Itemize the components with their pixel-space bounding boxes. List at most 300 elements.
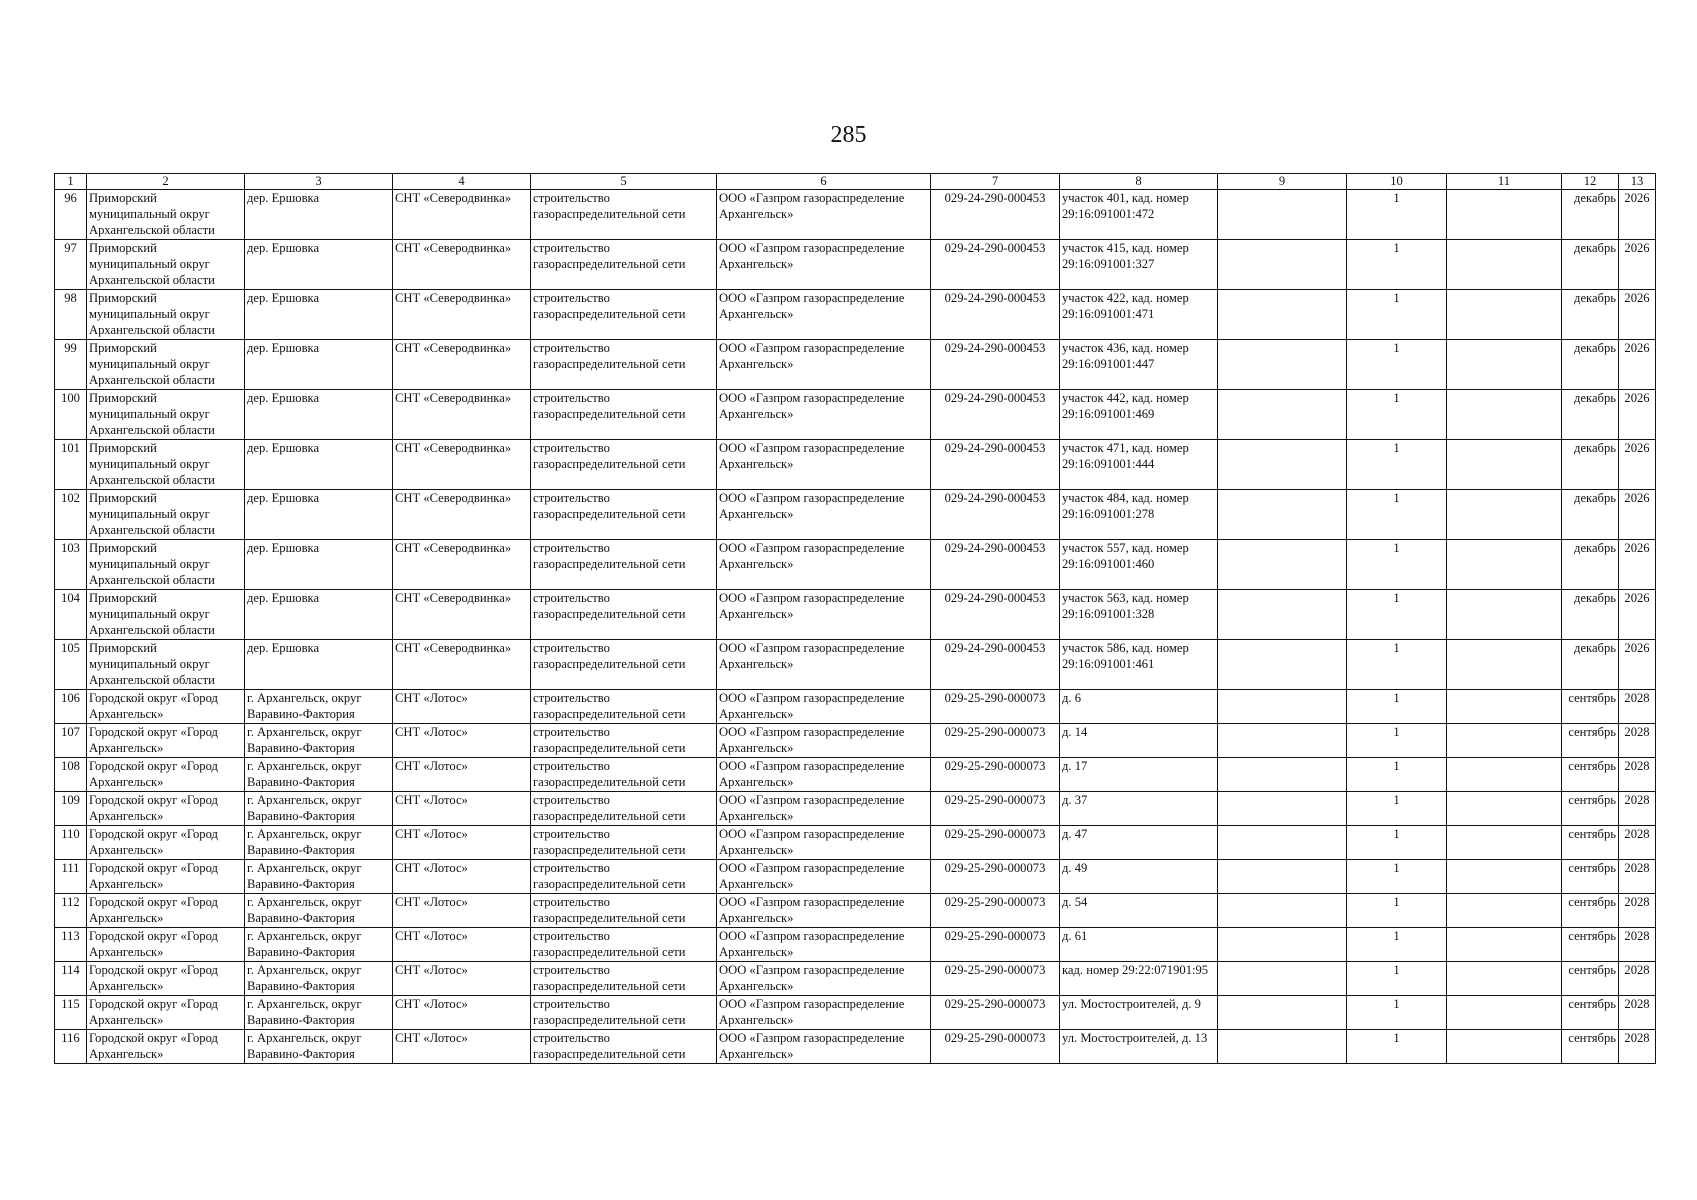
table-row [55,190,1656,240]
cell-organization: ООО «Газпром газораспределение Архангельск» [717,758,931,792]
cell-settlement: дер. Ершовка [245,590,393,640]
cell-municipality: Приморский муниципальный округ Архангельской области [87,490,245,540]
column-header-2: 2 [87,174,245,190]
cell-col-11 [1447,390,1562,440]
cell-col-11 [1447,190,1562,240]
cell-work-type: строительство газораспределительной сети [531,860,717,894]
cell-row-number: 105 [55,640,87,690]
cell-municipality: Приморский муниципальный округ Архангельской области [87,540,245,590]
cell-settlement: г. Архангельск, округ Варавино-Фактория [245,826,393,860]
cell-registration-number: 029-25-290-000073 [931,1030,1060,1064]
register-table [54,173,1656,1064]
cell-year: 2028 [1619,860,1656,894]
cell-address: участок 563, кад. номер 29:16:091001:328 [1060,590,1218,640]
cell-month: декабрь [1562,190,1619,240]
cell-organization: ООО «Газпром газораспределение Архангельск» [717,724,931,758]
cell-month: сентябрь [1562,996,1619,1030]
cell-organization: ООО «Газпром газораспределение Архангельск» [717,996,931,1030]
cell-settlement: г. Архангельск, округ Варавино-Фактория [245,928,393,962]
cell-year: 2028 [1619,724,1656,758]
cell-settlement: г. Архангельск, округ Варавино-Фактория [245,792,393,826]
cell-year: 2028 [1619,962,1656,996]
cell-month: декабрь [1562,540,1619,590]
cell-object-name: СНТ «Лотос» [393,860,531,894]
cell-month: декабрь [1562,390,1619,440]
cell-settlement: г. Архангельск, округ Варавино-Фактория [245,996,393,1030]
cell-municipality: Приморский муниципальный округ Архангельской области [87,640,245,690]
cell-month: сентябрь [1562,724,1619,758]
cell-registration-number: 029-24-290-000453 [931,190,1060,240]
cell-quantity: 1 [1347,894,1447,928]
cell-year: 2026 [1619,540,1656,590]
cell-row-number: 111 [55,860,87,894]
cell-address: участок 586, кад. номер 29:16:091001:461 [1060,640,1218,690]
cell-work-type: строительство газораспределительной сети [531,190,717,240]
cell-col-9 [1218,894,1347,928]
cell-address: д. 6 [1060,690,1218,724]
cell-organization: ООО «Газпром газораспределение Архангельск» [717,640,931,690]
table-row [55,996,1656,1030]
cell-year: 2028 [1619,928,1656,962]
cell-month: сентябрь [1562,962,1619,996]
cell-col-11 [1447,894,1562,928]
cell-registration-number: 029-25-290-000073 [931,758,1060,792]
cell-registration-number: 029-24-290-000453 [931,640,1060,690]
cell-object-name: СНТ «Лотос» [393,724,531,758]
cell-row-number: 104 [55,590,87,640]
cell-col-11 [1447,590,1562,640]
cell-municipality: Приморский муниципальный округ Архангельской области [87,290,245,340]
cell-quantity: 1 [1347,962,1447,996]
cell-col-9 [1218,190,1347,240]
cell-year: 2028 [1619,758,1656,792]
cell-col-11 [1447,690,1562,724]
cell-object-name: СНТ «Лотос» [393,962,531,996]
cell-settlement: г. Архангельск, округ Варавино-Фактория [245,962,393,996]
cell-row-number: 112 [55,894,87,928]
cell-address: д. 49 [1060,860,1218,894]
cell-address: участок 415, кад. номер 29:16:091001:327 [1060,240,1218,290]
cell-col-11 [1447,240,1562,290]
cell-registration-number: 029-24-290-000453 [931,240,1060,290]
cell-month: декабрь [1562,440,1619,490]
column-header-8: 8 [1060,174,1218,190]
table-body [55,190,1656,1064]
cell-col-11 [1447,928,1562,962]
cell-row-number: 107 [55,724,87,758]
cell-object-name: СНТ «Северодвинка» [393,490,531,540]
cell-row-number: 116 [55,1030,87,1064]
cell-object-name: СНТ «Северодвинка» [393,640,531,690]
cell-object-name: СНТ «Лотос» [393,826,531,860]
cell-settlement: г. Архангельск, округ Варавино-Фактория [245,690,393,724]
table-row [55,240,1656,290]
cell-month: сентябрь [1562,826,1619,860]
cell-col-11 [1447,490,1562,540]
table-row [55,590,1656,640]
cell-col-11 [1447,792,1562,826]
cell-row-number: 100 [55,390,87,440]
cell-row-number: 110 [55,826,87,860]
cell-row-number: 113 [55,928,87,962]
cell-year: 2028 [1619,792,1656,826]
cell-municipality: Городской округ «Город Архангельск» [87,1030,245,1064]
table-row [55,860,1656,894]
cell-registration-number: 029-25-290-000073 [931,962,1060,996]
cell-organization: ООО «Газпром газораспределение Архангельск» [717,928,931,962]
cell-municipality: Городской округ «Город Архангельск» [87,894,245,928]
cell-organization: ООО «Газпром газораспределение Архангельск» [717,962,931,996]
cell-organization: ООО «Газпром газораспределение Архангельск» [717,390,931,440]
cell-col-9 [1218,240,1347,290]
cell-row-number: 99 [55,340,87,390]
cell-quantity: 1 [1347,240,1447,290]
cell-year: 2028 [1619,894,1656,928]
table-row [55,340,1656,390]
cell-settlement: дер. Ершовка [245,440,393,490]
cell-month: сентябрь [1562,758,1619,792]
cell-address: участок 436, кад. номер 29:16:091001:447 [1060,340,1218,390]
cell-object-name: СНТ «Лотос» [393,758,531,792]
table-row [55,490,1656,540]
cell-row-number: 101 [55,440,87,490]
cell-organization: ООО «Газпром газораспределение Архангельск» [717,1030,931,1064]
cell-col-11 [1447,758,1562,792]
column-header-1: 1 [55,174,87,190]
cell-work-type: строительство газораспределительной сети [531,590,717,640]
cell-registration-number: 029-25-290-000073 [931,996,1060,1030]
cell-object-name: СНТ «Лотос» [393,996,531,1030]
cell-month: сентябрь [1562,690,1619,724]
cell-quantity: 1 [1347,724,1447,758]
cell-year: 2028 [1619,826,1656,860]
cell-col-9 [1218,490,1347,540]
cell-row-number: 96 [55,190,87,240]
cell-col-9 [1218,590,1347,640]
cell-address: д. 54 [1060,894,1218,928]
cell-organization: ООО «Газпром газораспределение Архангельск» [717,894,931,928]
table-row [55,690,1656,724]
cell-col-11 [1447,640,1562,690]
cell-settlement: г. Архангельск, округ Варавино-Фактория [245,894,393,928]
cell-work-type: строительство газораспределительной сети [531,894,717,928]
cell-quantity: 1 [1347,996,1447,1030]
cell-work-type: строительство газораспределительной сети [531,724,717,758]
cell-municipality: Городской округ «Город Архангельск» [87,962,245,996]
cell-col-9 [1218,390,1347,440]
cell-quantity: 1 [1347,290,1447,340]
cell-quantity: 1 [1347,1030,1447,1064]
cell-row-number: 106 [55,690,87,724]
cell-settlement: г. Архангельск, округ Варавино-Фактория [245,1030,393,1064]
cell-organization: ООО «Газпром газораспределение Архангельск» [717,540,931,590]
column-header-9: 9 [1218,174,1347,190]
cell-col-9 [1218,860,1347,894]
cell-month: декабрь [1562,640,1619,690]
cell-work-type: строительство газораспределительной сети [531,290,717,340]
cell-registration-number: 029-24-290-000453 [931,540,1060,590]
cell-municipality: Городской округ «Город Архангельск» [87,792,245,826]
cell-month: декабрь [1562,490,1619,540]
cell-settlement: г. Архангельск, округ Варавино-Фактория [245,724,393,758]
column-header-6: 6 [717,174,931,190]
column-header-7: 7 [931,174,1060,190]
cell-organization: ООО «Газпром газораспределение Архангельск» [717,860,931,894]
cell-row-number: 98 [55,290,87,340]
table-row [55,928,1656,962]
cell-address: кад. номер 29:22:071901:95 [1060,962,1218,996]
cell-month: декабрь [1562,290,1619,340]
cell-organization: ООО «Газпром газораспределение Архангельск» [717,340,931,390]
cell-month: декабрь [1562,590,1619,640]
cell-col-9 [1218,962,1347,996]
cell-quantity: 1 [1347,440,1447,490]
cell-quantity: 1 [1347,190,1447,240]
cell-quantity: 1 [1347,758,1447,792]
cell-quantity: 1 [1347,490,1447,540]
cell-municipality: Приморский муниципальный округ Архангельской области [87,390,245,440]
cell-registration-number: 029-25-290-000073 [931,792,1060,826]
cell-year: 2028 [1619,996,1656,1030]
cell-month: сентябрь [1562,792,1619,826]
cell-object-name: СНТ «Лотос» [393,928,531,962]
cell-col-9 [1218,1030,1347,1064]
cell-municipality: Городской округ «Город Архангельск» [87,690,245,724]
cell-settlement: дер. Ершовка [245,190,393,240]
cell-address: участок 401, кад. номер 29:16:091001:472 [1060,190,1218,240]
cell-col-9 [1218,290,1347,340]
cell-registration-number: 029-25-290-000073 [931,690,1060,724]
cell-col-11 [1447,826,1562,860]
cell-registration-number: 029-24-290-000453 [931,290,1060,340]
cell-work-type: строительство газораспределительной сети [531,640,717,690]
table-row [55,440,1656,490]
cell-work-type: строительство газораспределительной сети [531,1030,717,1064]
cell-year: 2026 [1619,340,1656,390]
cell-registration-number: 029-25-290-000073 [931,928,1060,962]
cell-address: участок 471, кад. номер 29:16:091001:444 [1060,440,1218,490]
column-header-4: 4 [393,174,531,190]
cell-object-name: СНТ «Северодвинка» [393,590,531,640]
cell-row-number: 97 [55,240,87,290]
cell-address: участок 484, кад. номер 29:16:091001:278 [1060,490,1218,540]
cell-quantity: 1 [1347,792,1447,826]
cell-col-9 [1218,928,1347,962]
cell-object-name: СНТ «Лотос» [393,1030,531,1064]
cell-year: 2026 [1619,590,1656,640]
cell-registration-number: 029-25-290-000073 [931,826,1060,860]
cell-registration-number: 029-25-290-000073 [931,894,1060,928]
cell-year: 2026 [1619,290,1656,340]
cell-row-number: 109 [55,792,87,826]
cell-year: 2026 [1619,490,1656,540]
cell-row-number: 103 [55,540,87,590]
column-header-10: 10 [1347,174,1447,190]
cell-settlement: дер. Ершовка [245,390,393,440]
cell-month: сентябрь [1562,1030,1619,1064]
cell-organization: ООО «Газпром газораспределение Архангельск» [717,590,931,640]
cell-work-type: строительство газораспределительной сети [531,996,717,1030]
cell-work-type: строительство газораспределительной сети [531,490,717,540]
cell-year: 2026 [1619,440,1656,490]
cell-month: декабрь [1562,240,1619,290]
cell-organization: ООО «Газпром газораспределение Архангельск» [717,490,931,540]
cell-quantity: 1 [1347,826,1447,860]
cell-col-9 [1218,640,1347,690]
cell-work-type: строительство газораспределительной сети [531,826,717,860]
cell-municipality: Городской округ «Город Архангельск» [87,724,245,758]
cell-organization: ООО «Газпром газораспределение Архангельск» [717,290,931,340]
cell-col-9 [1218,540,1347,590]
table-row [55,724,1656,758]
cell-year: 2026 [1619,190,1656,240]
cell-work-type: строительство газораспределительной сети [531,240,717,290]
cell-work-type: строительство газораспределительной сети [531,390,717,440]
column-header-3: 3 [245,174,393,190]
cell-year: 2028 [1619,690,1656,724]
column-header-5: 5 [531,174,717,190]
cell-object-name: СНТ «Северодвинка» [393,540,531,590]
cell-work-type: строительство газораспределительной сети [531,690,717,724]
cell-registration-number: 029-24-290-000453 [931,490,1060,540]
cell-address: д. 61 [1060,928,1218,962]
cell-year: 2026 [1619,390,1656,440]
cell-object-name: СНТ «Лотос» [393,792,531,826]
column-number-row [55,174,1656,190]
cell-object-name: СНТ «Северодвинка» [393,290,531,340]
column-header-11: 11 [1447,174,1562,190]
cell-address: участок 422, кад. номер 29:16:091001:471 [1060,290,1218,340]
cell-col-9 [1218,826,1347,860]
cell-quantity: 1 [1347,590,1447,640]
cell-col-11 [1447,996,1562,1030]
cell-municipality: Приморский муниципальный округ Архангельской области [87,590,245,640]
table-row [55,792,1656,826]
cell-quantity: 1 [1347,640,1447,690]
cell-quantity: 1 [1347,540,1447,590]
cell-col-11 [1447,440,1562,490]
cell-organization: ООО «Газпром газораспределение Архангельск» [717,440,931,490]
cell-settlement: дер. Ершовка [245,490,393,540]
cell-settlement: дер. Ершовка [245,240,393,290]
cell-year: 2026 [1619,240,1656,290]
cell-quantity: 1 [1347,860,1447,894]
cell-address: ул. Мостостроителей, д. 9 [1060,996,1218,1030]
cell-settlement: дер. Ершовка [245,640,393,690]
cell-month: сентябрь [1562,894,1619,928]
cell-organization: ООО «Газпром газораспределение Архангельск» [717,792,931,826]
cell-work-type: строительство газораспределительной сети [531,792,717,826]
cell-address: д. 37 [1060,792,1218,826]
cell-municipality: Приморский муниципальный округ Архангельской области [87,440,245,490]
cell-month: декабрь [1562,340,1619,390]
cell-organization: ООО «Газпром газораспределение Архангельск» [717,190,931,240]
cell-address: д. 17 [1060,758,1218,792]
cell-work-type: строительство газораспределительной сети [531,758,717,792]
cell-quantity: 1 [1347,340,1447,390]
cell-address: д. 47 [1060,826,1218,860]
cell-quantity: 1 [1347,928,1447,962]
cell-row-number: 102 [55,490,87,540]
cell-settlement: дер. Ершовка [245,290,393,340]
cell-quantity: 1 [1347,690,1447,724]
cell-municipality: Городской округ «Город Архангельск» [87,826,245,860]
cell-settlement: г. Архангельск, округ Варавино-Фактория [245,758,393,792]
table-row [55,540,1656,590]
cell-col-11 [1447,540,1562,590]
cell-municipality: Городской округ «Город Архангельск» [87,996,245,1030]
cell-col-11 [1447,340,1562,390]
table-row [55,1030,1656,1064]
cell-organization: ООО «Газпром газораспределение Архангельск» [717,826,931,860]
cell-object-name: СНТ «Северодвинка» [393,190,531,240]
cell-col-11 [1447,962,1562,996]
cell-address: д. 14 [1060,724,1218,758]
table-row [55,826,1656,860]
cell-quantity: 1 [1347,390,1447,440]
cell-col-9 [1218,792,1347,826]
cell-col-11 [1447,724,1562,758]
cell-registration-number: 029-25-290-000073 [931,860,1060,894]
cell-col-9 [1218,996,1347,1030]
cell-year: 2026 [1619,640,1656,690]
cell-col-9 [1218,340,1347,390]
cell-registration-number: 029-25-290-000073 [931,724,1060,758]
table-row [55,758,1656,792]
cell-municipality: Городской округ «Город Архангельск» [87,860,245,894]
cell-object-name: СНТ «Лотос» [393,690,531,724]
cell-col-11 [1447,860,1562,894]
cell-work-type: строительство газораспределительной сети [531,928,717,962]
column-header-13: 13 [1619,174,1656,190]
page-number: 285 [830,122,867,148]
cell-registration-number: 029-24-290-000453 [931,440,1060,490]
cell-municipality: Приморский муниципальный округ Архангельской области [87,240,245,290]
cell-object-name: СНТ «Лотос» [393,894,531,928]
cell-col-11 [1447,1030,1562,1064]
cell-object-name: СНТ «Северодвинка» [393,240,531,290]
cell-municipality: Приморский муниципальный округ Архангельской области [87,190,245,240]
table-row [55,290,1656,340]
cell-year: 2028 [1619,1030,1656,1064]
cell-address: участок 557, кад. номер 29:16:091001:460 [1060,540,1218,590]
cell-col-9 [1218,690,1347,724]
cell-settlement: дер. Ершовка [245,540,393,590]
cell-object-name: СНТ «Северодвинка» [393,390,531,440]
cell-object-name: СНТ «Северодвинка» [393,340,531,390]
cell-work-type: строительство газораспределительной сети [531,962,717,996]
column-header-12: 12 [1562,174,1619,190]
cell-registration-number: 029-24-290-000453 [931,390,1060,440]
table-row [55,390,1656,440]
cell-organization: ООО «Газпром газораспределение Архангельск» [717,240,931,290]
cell-registration-number: 029-24-290-000453 [931,590,1060,640]
cell-work-type: строительство газораспределительной сети [531,540,717,590]
cell-col-9 [1218,724,1347,758]
cell-row-number: 108 [55,758,87,792]
table-row [55,894,1656,928]
table-row [55,640,1656,690]
cell-col-9 [1218,440,1347,490]
table-row [55,962,1656,996]
cell-month: сентябрь [1562,860,1619,894]
cell-object-name: СНТ «Северодвинка» [393,440,531,490]
cell-col-9 [1218,758,1347,792]
cell-row-number: 115 [55,996,87,1030]
cell-municipality: Приморский муниципальный округ Архангельской области [87,340,245,390]
cell-address: участок 442, кад. номер 29:16:091001:469 [1060,390,1218,440]
cell-col-11 [1447,290,1562,340]
